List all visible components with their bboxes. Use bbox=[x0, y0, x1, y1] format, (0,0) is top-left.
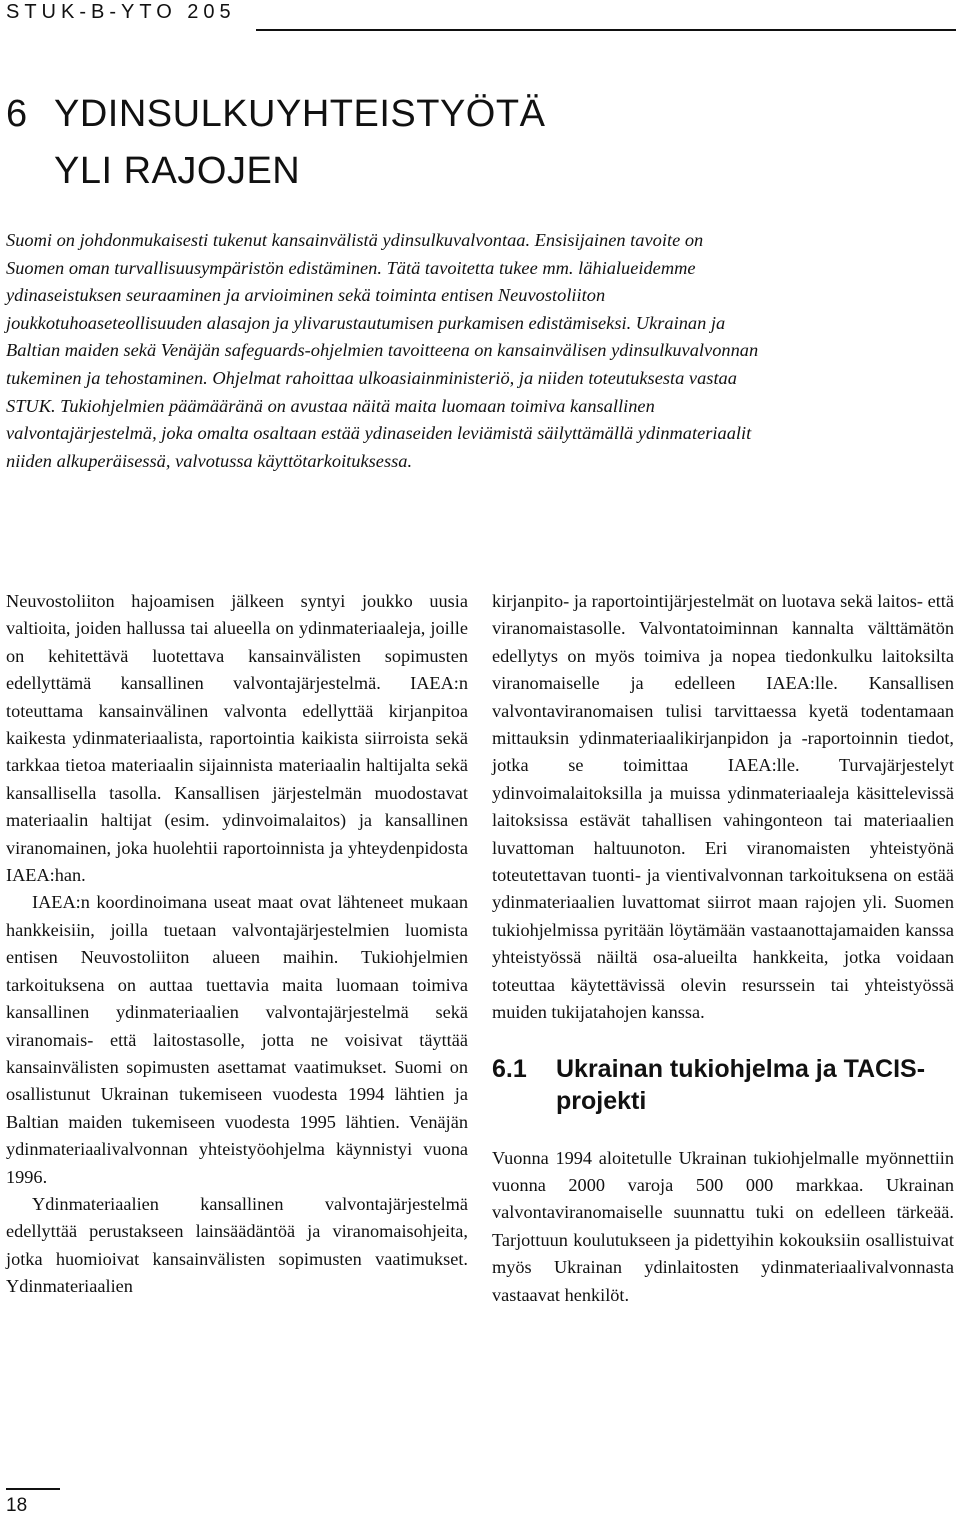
chapter-title-line-1: YDINSULKUYHTEISTYÖTÄ bbox=[54, 93, 546, 135]
body-paragraph: kirjanpito- ja raportointijärjestelmät on luotava sekä laitos- että viranomaistasolle. Valvontatoiminnan kannalta välttämätön edellytys on myös toimiva ja nopea tiedonkulku laitoksilta viranomaiselle ja edelleen IAEA:lle. Kansallisen valvontaviranomaisen tulisi tarvittaessa kyetä todentamaan mittauksin ydinmateriaalikirjanpidon ja -raportoinnin tiedot, jotka se toimittaa IAEA:lle. Turvajärjestelyt ydinvoimalaitoksilla ja muissa ydinmateriaaleja käsittelevissä laitoksissa estävät tahallisen vahingonteon tai materiaalien luvattoman haltuunoton. Eri viranomaisten yhteistyönä toteutettavan tuonti- ja vientivalvonnan tarkoituksena on estää ydinmateriaalien luvattomat siirrot maan rajojen yli. Suomen tukiohjelmissa pyritään löytämään vastaanottajamaiden kanssa yhteistyössä näiltä osa-alueilta hankkeita, jotka voidaan toteuttaa käytettävissä olevin resurssein tai yhteistyössä muiden tukijatahojen kanssa. bbox=[492, 591, 954, 1023]
body-paragraph: Neuvostoliiton hajoamisen jälkeen syntyi joukko uusia valtioita, joiden hallussa tai alueella on ydinmateriaaleja, joille on kehitettävä luotettava kansainvälisten sopimusten edellyttämä kansallinen valvontajärjestelmä. IAEA:n toteuttama kansainvälinen valvonta edellyttää kirjanpitoa kaikesta ydinmateriaalista, raportointia kaikista siirroista sekä tarkkaa tietoa materiaalin sijainnista materiaalin haltijalta sekä kansallisella tasolla. Kansallisen järjestelmän muodostavat materiaalin haltijat (esim. ydinvoimalaitos) ja kansallinen viranomainen, joka huolehtii raportoinnista ja yhteydenpidosta IAEA:han. bbox=[6, 591, 468, 886]
section-number: 6.1 bbox=[492, 1054, 527, 1083]
section-title: Ukrainan tukiohjelma ja TACIS-projekti bbox=[556, 1054, 926, 1115]
footer-rule bbox=[6, 1488, 60, 1490]
series-label: STUK-B-YTO 205 bbox=[6, 1, 236, 23]
body-paragraph: IAEA:n koordinoimana useat maat ovat lähteneet mukaan hankkeisiin, joilla tuetaan valvontajärjestelmien luomista entisen Neuvostoliiton alueen maihin. Tukiohjelmien tarkoituksena on auttaa tuettavia maita luomaan toimiva kansallinen ydinmateriaalien valvontajärjestelmä sekä viranomais- että laitostasolle, jotta ne voisivat täyttää kansainvälisten sopimusten asettamat vaatimukset. Suomi on osallistunut Ukrainan tukemiseen vuodesta 1994 lähtien ja Baltian maiden tukemiseen vuodesta 1995 lähtien. Venäjän ydinmateriaalivalvonnan yhteistyöohjelma käynnistyi vuona 1996. bbox=[6, 892, 468, 1187]
chapter-title-line-2: YLI RAJOJEN bbox=[54, 150, 301, 192]
running-header bbox=[6, 0, 956, 32]
body-paragraph: Ydinmateriaalien kansallinen valvontajärjestelmä edellyttää perustakseen lainsäädäntöä ja viranomaisohjeita, jotka huomioivat kansainvälisten sopimusten vaatimukset. Ydinmateriaalien bbox=[6, 1193, 468, 1297]
chapter-abstract: Suomi on johdonmukaisesti tukenut kansainvälistä ydinsulkuvalvontaa. Ensisijainen tavoite on Suomen oman turvallisuusympäristön edistäminen. Tätä tavoitetta tukee mm. lähialueidemme ydinaseistuksen seuraaminen ja arvioiminen sekä toiminta entisen Neuvostoliiton joukkotuhoaseteollisuuden alasajon ja ylivarustautumisen purkamisen edistämiseksi. Ukrainan ja Baltian maiden sekä Venäjän safeguards-ohjelmien tavoitteena on kansainvälisen ydinsulkuvalvonnan tukeminen ja tehostaminen. Ohjelmat rahoittaa ulkoasiainministeriö, ja niiden toteutuksesta vastaa STUK. Tukiohjelmien päämääränä on avustaa näitä maita luomaan toimiva kansallinen valvontajärjestelmä, joka omalta osaltaan estää ydinaseiden leviämistä säilyttämällä ydinmateriaalit niiden alkuperäisessä, valvotussa käyttötarkoituksessa. bbox=[6, 230, 759, 471]
left-column bbox=[6, 588, 468, 1301]
page-number: 18 bbox=[6, 1495, 28, 1516]
right-column bbox=[492, 588, 954, 1309]
header-rule bbox=[256, 29, 956, 31]
section-heading bbox=[492, 1053, 954, 1117]
chapter-title bbox=[6, 86, 545, 200]
chapter-number: 6 bbox=[6, 93, 28, 135]
body-paragraph: Vuonna 1994 aloitetulle Ukrainan tukiohjelmalle myönnettiin vuonna 2000 varoja 500 000 markkaa. Ukrainan valvontaviranomaiselle suunnattu tuki on edelleen tärkeää. Tarjottuun koulutukseen ja pidettyihin kokouksiin osallistuivat myös Ukrainan ydinlaitosten ydinmateriaalivalvonnasta vastaavat henkilöt. bbox=[492, 1147, 954, 1305]
